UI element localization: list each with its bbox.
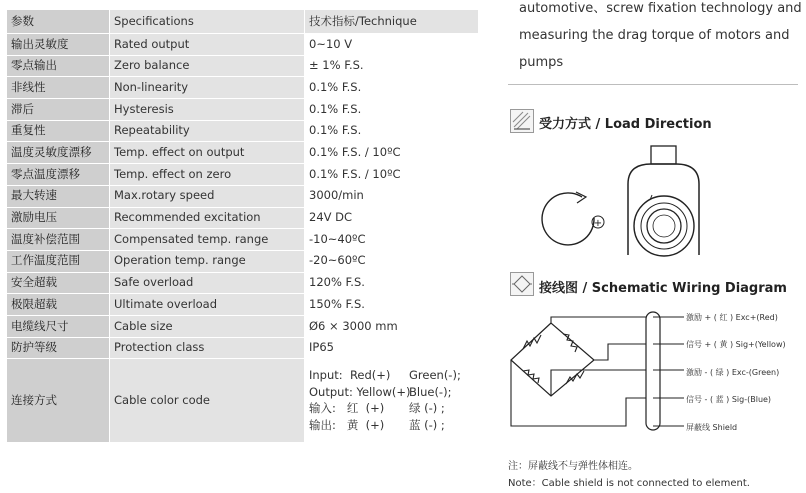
row-en: Rated output (110, 34, 305, 56)
wire-label-exc-plus: 激励 + ( 红 ) Exc+(Red) (686, 313, 778, 322)
row-en: Protection class (110, 337, 305, 359)
row-value: 0.1% F.S. (305, 77, 479, 99)
row-value: 0.1% F.S. / 10ºC (305, 164, 479, 186)
row-value: 0.1% F.S. (305, 99, 479, 121)
row-en: Hysteresis (110, 99, 305, 121)
row-cn: 极限超载 (7, 294, 110, 316)
row-en: Cable size (110, 315, 305, 337)
load-direction-icon (510, 109, 534, 133)
cable-line-value: 绿 (-) ; (409, 401, 445, 416)
row-cn: 工作温度范围 (7, 250, 110, 272)
row-en: Temp. effect on output (110, 142, 305, 164)
row-value: 3000/min (305, 185, 479, 207)
note-cn: 注：屏蔽线不与弹性体相连。 (508, 461, 638, 472)
wiring-title: 接线图 / Schematic Wiring Diagram (539, 281, 787, 296)
table-row (7, 294, 479, 316)
row-value: 24V DC (305, 207, 479, 229)
description-line: automotive、screw fixation technology and (519, 1, 802, 16)
application-description (519, 0, 804, 76)
row-value: 150% F.S. (305, 294, 479, 316)
table-row (7, 250, 479, 272)
wire-label-sig-minus: 信号 - ( 蓝 ) Sig-(Blue) (686, 395, 772, 404)
row-cn: 温度补偿范围 (7, 229, 110, 251)
table-row (7, 272, 479, 294)
row-cn: 电缆线尺寸 (7, 315, 110, 337)
row-value: ± 1% F.S. (305, 55, 479, 77)
rotation-arrow (542, 193, 594, 245)
table-row (7, 164, 479, 186)
table-row (7, 337, 479, 359)
row-cn: 零点输出 (7, 55, 110, 77)
wire-label-exc-minus: 激励 - ( 绿 ) Exc-(Green) (686, 368, 780, 377)
row-en: Operation temp. range (110, 250, 305, 272)
wire-label-shield: 屏蔽线 Shield (686, 423, 738, 432)
row-value: 0.1% F.S. / 10ºC (305, 142, 479, 164)
table-row (7, 315, 479, 337)
table-row (7, 120, 479, 142)
table-row (7, 77, 479, 99)
row-cn: 安全超载 (7, 272, 110, 294)
cable-line-value: Blue(-); (409, 384, 452, 399)
wiring-diagram (506, 298, 686, 433)
sensor-connector (651, 146, 676, 164)
load-direction-title: 受力方式 / Load Direction (539, 117, 712, 132)
header-technique: 技术指标/Technique (305, 10, 479, 34)
row-en: Safe overload (110, 272, 305, 294)
cable-line-label: Output: Yellow(+) (309, 384, 411, 399)
spec-table (6, 9, 479, 443)
row-value: Ø6 × 3000 mm (305, 315, 479, 337)
cable-line-label: 输入: 红 (+) (309, 401, 385, 416)
table-row (7, 99, 479, 121)
row-cn: 零点温度漂移 (7, 164, 110, 186)
table-row (7, 34, 479, 56)
description-line: pumps (519, 55, 564, 70)
row-cn: 防护等级 (7, 337, 110, 359)
table-row (7, 142, 479, 164)
row-en: Zero balance (110, 55, 305, 77)
row-cn: 滞后 (7, 99, 110, 121)
row-en: Ultimate overload (110, 294, 305, 316)
row-value: -20~60ºC (305, 250, 479, 272)
table-row (7, 185, 479, 207)
table-header-row (7, 10, 479, 34)
cable-line-label: Input: Red(+) (309, 368, 391, 383)
row-en: Max.rotary speed (110, 185, 305, 207)
wire-label-sig-plus: 信号 + ( 黄 ) Sig+(Yellow) (686, 340, 786, 349)
load-direction-diagram (506, 140, 706, 265)
row-cn: 最大转速 (7, 185, 110, 207)
cable-line-label: 输出: 黄 (+) (309, 417, 385, 432)
row-cn: 输出灵敏度 (7, 34, 110, 56)
cable-color-values (305, 359, 479, 443)
row-cn: 重复性 (7, 120, 110, 142)
cable-color-row (7, 359, 479, 443)
row-en: Recommended excitation (110, 207, 305, 229)
cable-line-value: Green(-); (409, 368, 461, 383)
row-value: 0~10 V (305, 34, 479, 56)
row-cn: 连接方式 (7, 359, 110, 443)
header-spec: Specifications (110, 10, 305, 34)
row-en: Temp. effect on zero (110, 164, 305, 186)
row-value: IP65 (305, 337, 479, 359)
plus-symbol: + (593, 218, 603, 229)
note-en: Note：Cable shield is not connected to element. (508, 478, 750, 489)
section-divider (508, 84, 798, 85)
row-value: 0.1% F.S. (305, 120, 479, 142)
table-row (7, 229, 479, 251)
header-param: 参数 (7, 10, 110, 34)
cable-sheath (646, 312, 660, 430)
row-en: Repeatability (110, 120, 305, 142)
cable-line-value: 蓝 (-) ; (409, 417, 445, 432)
wiring-icon (510, 272, 534, 296)
table-row (7, 207, 479, 229)
row-cn: 激励电压 (7, 207, 110, 229)
table-row (7, 55, 479, 77)
row-value: -10~40ºC (305, 229, 479, 251)
row-en: Compensated temp. range (110, 229, 305, 251)
row-cn: 非线性 (7, 77, 110, 99)
row-en: Cable color code (110, 359, 305, 443)
row-value: 120% F.S. (305, 272, 479, 294)
row-cn: 温度灵敏度漂移 (7, 142, 110, 164)
description-line: measuring the drag torque of motors and (519, 28, 790, 43)
row-en: Non-linearity (110, 77, 305, 99)
